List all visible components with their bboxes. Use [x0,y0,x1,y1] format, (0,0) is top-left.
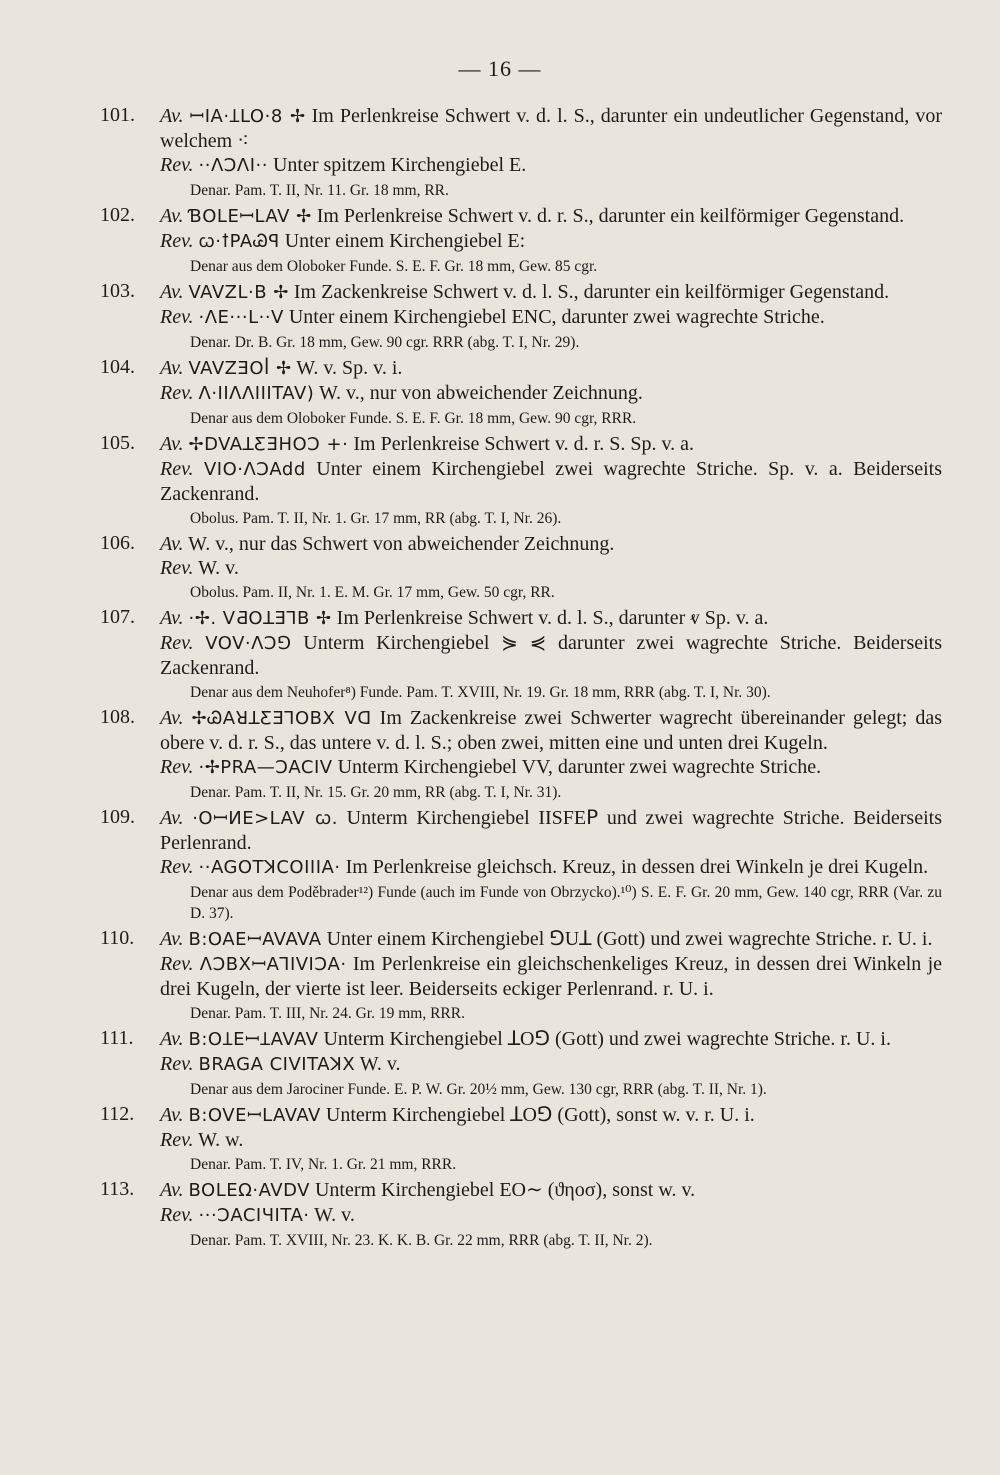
entry-body [160,1103,942,1175]
coin-legend: ✢ᏊAꓤꓕƸƎꓶOBX Vꓷ [191,708,372,729]
catalog-list [100,104,942,1254]
side-label: Rev. [160,230,194,252]
description-text: Unterm Kirchengiebel ꓕOꓨ (Gott), sonst w. v. r. U. i. [325,1104,755,1126]
entry-body [160,532,942,603]
description-text: Im Zackenkreise Schwert v. d. l. S., darunter ein keilförmiger Gegenstand. [293,281,890,303]
coin-legend: ꓥƆBXꟷAꓶIVIƆA· [199,954,347,975]
description-text: Unterm Kirchengiebel VV, darunter zwei wagrechte Striche. [337,756,822,778]
specimen-note: Denar. Pam. T. IV, Nr. 1. Gr. 21 mm, RRR. [190,1156,457,1173]
reverse-line [160,855,942,880]
entry-number: 103. [100,280,135,302]
entry-body [160,806,942,924]
coin-legend: ·✢. VƋOꓕƎꓶB ✢ [188,608,332,629]
side-label: Rev. [160,154,194,176]
catalog-entry [100,606,942,703]
reverse-line [160,305,942,330]
side-label: Rev. [160,1129,194,1151]
specimen-note: Denar aus dem Neuhofer⁸) Funde. Pam. T. XVIII, Nr. 19. Gr. 18 mm, RRR (abg. T. I, Nr. 30). [190,684,771,701]
reverse-line [160,457,942,506]
side-label: Rev. [160,382,194,404]
entry-number: 111. [100,1027,134,1049]
coin-legend: Λ·IIΛΛIIITAV) [198,383,315,404]
reverse-line [160,1052,942,1077]
catalog-entry [100,532,942,603]
reverse-line [160,229,942,254]
side-label: Av. [160,533,184,555]
obverse-line [160,280,942,305]
description-text: Unterm Kirchengiebel EO∼ (ϑηοσ), sonst w. v. [314,1179,696,1201]
reverse-line [160,1128,942,1152]
entry-body [160,104,942,201]
specimen-note: Denar. Pam. T. XVIII, Nr. 23. K. K. B. Gr. 22 mm, RRR (abg. T. II, Nr. 2). [190,1232,653,1249]
side-label: Av. [160,1179,184,1201]
side-label: Av. [160,357,184,379]
coin-legend: ·ΛE···L··V [198,307,284,328]
description-text: Unter spitzem Kirchengiebel E. [272,154,527,176]
obverse-line [160,204,942,229]
entry-number: 112. [100,1103,135,1125]
entry-body [160,280,942,353]
description-text: W. v., nur von abweichender Zeichnung. [318,382,643,404]
obverse-line [160,356,942,381]
specimen-note: Denar. Dr. B. Gr. 18 mm, Gew. 90 cgr. RRR (abg. T. I, Nr. 29). [190,334,580,351]
side-label: Rev. [160,756,194,778]
coin-legend: B:OꞱEꟷꞱAVAV [188,1029,319,1050]
entry-body [160,1027,942,1100]
coin-legend: ··AGOTꓘCOIIIA· [198,857,341,878]
description-text: Unter einem Kirchengiebel E: [284,230,526,252]
description-text: W. v. [359,1053,401,1075]
coin-legend: VAVZL·B ✢ [188,282,289,303]
obverse-line [160,1178,942,1203]
coin-legend: BRAGA CIVITAꓘX [198,1054,356,1075]
entry-body [160,356,942,429]
catalog-entry [100,1027,942,1100]
description-text: Im Perlenkreise Schwert v. d. l. S., darunter ein undeutlicher Gegenstand, vor welchem ⁖ [160,105,942,152]
description-text: Unterm Kirchengiebel IISFEꓑ und zwei wagrechte Striche. Beiderseits Perlenrand. [160,807,942,854]
coin-legend: ···ƆACIЧITA· [198,1205,310,1226]
side-label: Rev. [160,306,194,328]
side-label: Rev. [160,632,194,654]
description-text: Im Perlenkreise gleichsch. Kreuz, in dessen drei Winkeln je drei Kugeln. [345,856,929,878]
side-label: Rev. [160,557,194,579]
description-text: W. v. [198,557,239,579]
reverse-line [160,952,942,1001]
description-text: Im Perlenkreise Schwert v. d. r. S. Sp. v. a. [353,433,695,455]
coin-legend: ·✢PRA—ƆACIV [198,757,333,778]
page-number: — 16 — [458,56,542,81]
coin-legend: ✢DVAꓕƸƎHOƆ +· [188,434,349,455]
reverse-line [160,1203,942,1228]
reverse-line [160,381,942,406]
coin-legend: ··ꓥƆꓥI·· [198,155,268,176]
description-text: W. v. Sp. v. i. [296,357,403,379]
catalog-entry [100,280,942,353]
entry-number: 105. [100,432,135,454]
side-label: Av. [160,607,184,629]
side-label: Av. [160,928,184,950]
side-label: Av. [160,433,184,455]
coin-legend: B:OAEꟷAVAVA [188,929,322,950]
entry-body [160,927,942,1024]
specimen-note: Denar aus dem Oloboker Funde. S. E. F. Gr. 18 mm, Gew. 85 cgr. [190,258,598,275]
specimen-note: Denar aus dem Oloboker Funde. S. E. F. Gr. 18 mm, Gew. 90 cgr, RRR. [190,410,637,427]
side-label: Av. [160,1028,184,1050]
side-label: Rev. [160,953,194,975]
entry-body [160,204,942,277]
catalog-entry [100,104,942,201]
obverse-line [160,532,942,556]
description-text: Im Perlenkreise Schwert v. d. r. S., darunter ein keilförmiger Gegenstand. [316,205,905,227]
description-text: Im Perlenkreise ein gleichschenkeliges Kreuz, in dessen drei Winkeln je drei Kugeln, der vierte ist leer. Beiderseits eckiger Perlenrand. r. U. i. [160,953,942,1000]
catalog-entry [100,1103,942,1175]
coin-legend: VOV·ꓥƆꓨ [205,633,292,654]
entry-number: 109. [100,806,135,828]
side-label: Rev. [160,1204,194,1226]
obverse-line [160,104,942,153]
reverse-line [160,631,942,680]
catalog-entry [100,204,942,277]
reverse-line [160,755,942,780]
entry-number: 113. [100,1178,135,1200]
catalog-entry [100,356,942,429]
side-label: Av. [160,205,184,227]
side-label: Rev. [160,856,194,878]
description-text: Unter einem Kirchengiebel zwei wagrechte Striche. Sp. v. a. Beiderseits Zackenrand. [160,458,943,505]
coin-legend: VAVZƎOꟾ ✢ [188,358,292,379]
coin-legend: ꟷIA·ꞱLO·8 ✢ [189,106,306,127]
reverse-line [160,556,942,580]
side-label: Rev. [160,458,194,480]
specimen-note: Denar aus dem Poděbrader¹²) Funde (auch im Funde von Obrzycko).¹⁰) S. E. F. Gr. 20 mm, Gew. 140 cgr, RRR (Var. zu D. 37). [190,884,942,922]
side-label: Av. [160,707,184,729]
entry-body [160,1178,942,1251]
catalog-entry [100,927,942,1024]
specimen-note: Obolus. Pam. T. II, Nr. 1. Gr. 17 mm, RR (abg. T. I, Nr. 26). [190,510,562,527]
catalog-entry [100,706,942,803]
description-text: Unterm Kirchengiebel ⋟ ⋞ darunter zwei wagrechte Striche. Beiderseits Zackenrand. [160,632,943,679]
entry-body [160,432,942,529]
coin-legend: VIO·ꓥƆAdd [203,459,306,480]
specimen-note: Denar. Pam. T. II, Nr. 15. Gr. 20 mm, RR (abg. T. I, Nr. 31). [190,784,562,801]
obverse-line [160,706,942,755]
entry-number: 106. [100,532,135,554]
obverse-line [160,606,942,631]
catalog-entry [100,432,942,529]
entry-number: 110. [100,927,135,949]
entry-number: 101. [100,104,135,126]
coin-legend: ꞷ·ꝉPAᏊꟼ [198,231,280,252]
entry-body [160,606,942,703]
description-text: Im Zackenkreise zwei Schwerter wagrecht übereinander gelegt; das obere v. d. r. S., das untere v. d. l. S.; oben zwei, mitten eine und unten drei Kugeln. [160,707,943,754]
side-label: Av. [160,1104,184,1126]
specimen-note: Obolus. Pam. II, Nr. 1. E. M. Gr. 17 mm, Gew. 50 cgr, RR. [190,584,555,601]
specimen-note: Denar. Pam. T. II, Nr. 11. Gr. 18 mm, RR. [190,182,449,199]
description-text: W. v., nur das Schwert von abweichender Zeichnung. [188,533,615,555]
reverse-line [160,153,942,178]
entry-number: 104. [100,356,135,378]
obverse-line [160,432,942,457]
catalog-entry [100,1178,942,1251]
obverse-line [160,806,942,855]
entry-number: 108. [100,706,135,728]
description-text: Unter einem Kirchengiebel ꓨUꓕ (Gott) und zwei wagrechte Striche. r. U. i. [326,928,933,950]
specimen-note: Denar. Pam. T. III, Nr. 24. Gr. 19 mm, RRR. [190,1005,465,1022]
entry-number: 102. [100,204,135,226]
obverse-line [160,1103,942,1128]
entry-body [160,706,942,803]
coin-legend: ·OꟷИE>LAV ꞷ. [192,808,338,829]
specimen-note: Denar aus dem Jarociner Funde. E. P. W. Gr. 20½ mm, Gew. 130 cgr, RRR (abg. T. II, Nr. 1). [190,1081,767,1098]
coin-legend: B:OVEꟷLAVAV [188,1105,321,1126]
obverse-line [160,1027,942,1052]
side-label: Av. [160,105,184,127]
side-label: Av. [160,281,184,303]
catalog-entry [100,806,942,924]
coin-legend: ƁOLEꟷLAV ✢ [188,206,312,227]
description-text: Unter einem Kirchengiebel ENC, darunter zwei wagrechte Striche. [288,306,825,328]
side-label: Rev. [160,1053,194,1075]
description-text: W. w. [198,1129,244,1151]
description-text: Unterm Kirchengiebel ꓕOꓨ (Gott) und zwei wagrechte Striche. r. U. i. [323,1028,891,1050]
entry-number: 107. [100,606,135,628]
description-text: W. v. [314,1204,355,1226]
coin-legend: BOLEΩ·AVDV [188,1180,310,1201]
obverse-line [160,927,942,952]
side-label: Av. [160,807,184,829]
description-text: Im Perlenkreise Schwert v. d. l. S., darunter ⱴ Sp. v. a. [336,607,769,629]
